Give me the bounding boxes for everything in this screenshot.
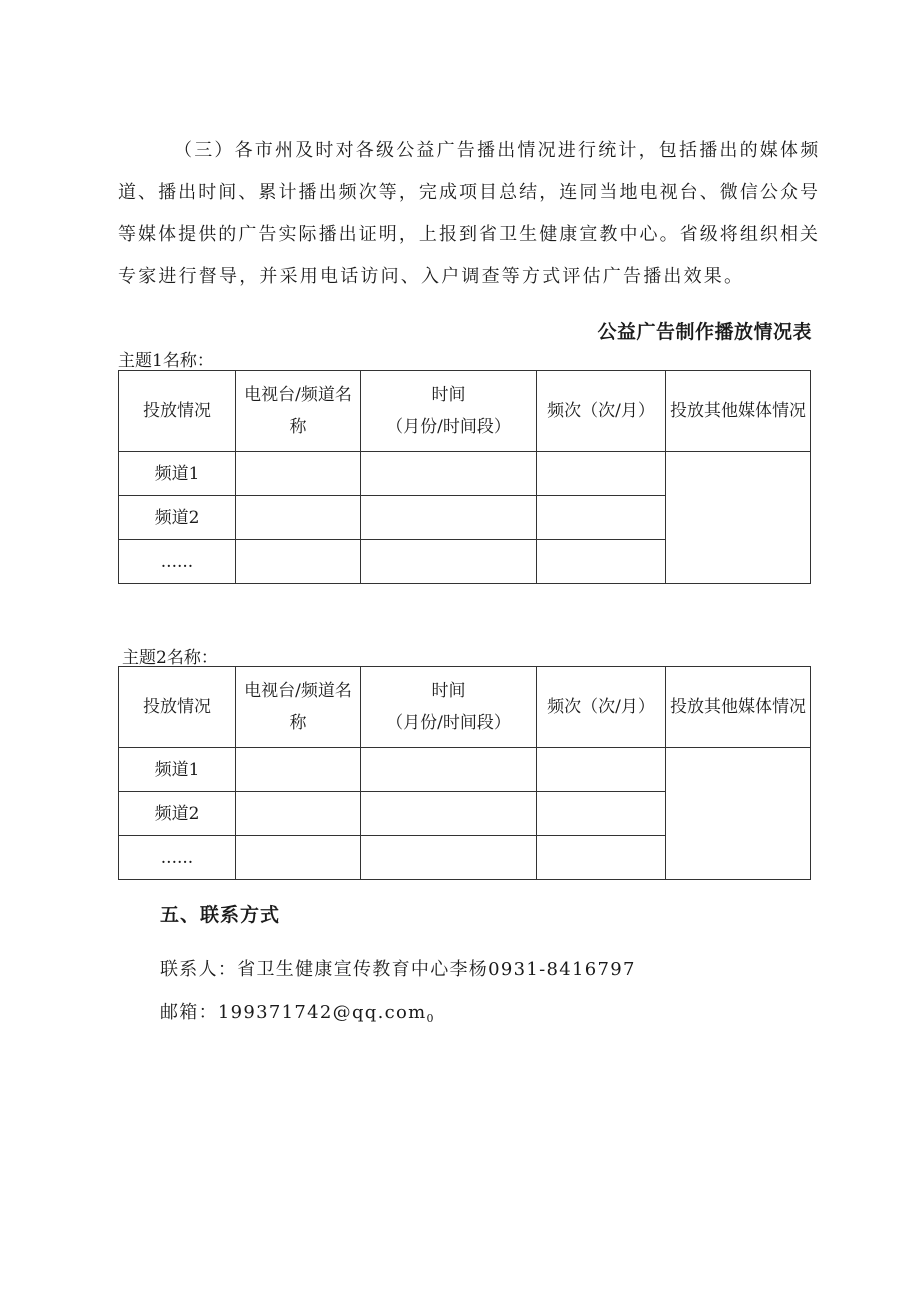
table-title: 公益广告制作播放情况表 [597, 321, 812, 343]
table-cell [236, 496, 361, 540]
row-label: ...... [119, 836, 236, 880]
table-cell [537, 540, 666, 584]
header-other-media: 投放其他媒体情况 [666, 667, 811, 748]
subject-2-label: 主题2名称： [122, 648, 218, 668]
table-cell [537, 496, 666, 540]
table-cell [236, 452, 361, 496]
email-suffix: 0 [426, 1012, 434, 1025]
table-cell [537, 748, 666, 792]
table-cell [236, 748, 361, 792]
table-cell [236, 836, 361, 880]
row-label: 频道2 [119, 496, 236, 540]
table-cell [236, 540, 361, 584]
other-media-cell [666, 452, 811, 584]
row-label: 频道2 [119, 792, 236, 836]
row-label: 频道1 [119, 748, 236, 792]
email-label: 邮箱： [160, 1002, 218, 1023]
paragraph-line-1: （三）各市州及时对各级公益广告播出情况进行统计，包括播出的媒体频 [174, 140, 821, 161]
header-placement: 投放情况 [119, 371, 236, 452]
broadcast-table-1 [118, 370, 811, 584]
header-placement: 投放情况 [119, 667, 236, 748]
other-media-cell [666, 748, 811, 880]
row-label: ...... [119, 540, 236, 584]
header-time [361, 371, 537, 452]
paragraph-line-3: 等媒体提供的广告实际播出证明，上报到省卫生健康宣教中心。省级将组织相关 [118, 224, 818, 245]
email-line [160, 998, 434, 1025]
header-time [361, 667, 537, 748]
table-cell [236, 792, 361, 836]
paragraph-line-4: 专家进行督导，并采用电话访问、入户调查等方式评估广告播出效果。 [118, 266, 745, 287]
header-channel-name: 电视台/频道名称 [236, 371, 361, 452]
section-heading: 五、联系方式 [160, 904, 281, 926]
table-cell [361, 496, 537, 540]
header-time-line1: 时间 [431, 681, 466, 701]
table-cell [361, 452, 537, 496]
table-cell [361, 836, 537, 880]
header-channel-name: 电视台/频道名称 [236, 667, 361, 748]
broadcast-table-2 [118, 666, 811, 880]
row-label: 频道1 [119, 452, 236, 496]
table-cell [361, 792, 537, 836]
table-cell [361, 748, 537, 792]
table-cell [537, 452, 666, 496]
subject-1-label: 主题1名称： [118, 351, 214, 371]
header-time-line1: 时间 [431, 385, 466, 405]
table-cell [537, 836, 666, 880]
header-time-line2: （月份/时间段） [386, 417, 511, 437]
body-paragraph [118, 130, 821, 298]
header-frequency: 频次（次/月） [537, 371, 666, 452]
paragraph-line-2: 道、播出时间、累计播出频次等，完成项目总结，连同当地电视台、微信公众号 [118, 182, 818, 203]
header-other-media: 投放其他媒体情况 [666, 371, 811, 452]
header-frequency: 频次（次/月） [537, 667, 666, 748]
email-value[interactable]: 199371742@qq.com [217, 1002, 427, 1023]
table-cell [537, 792, 666, 836]
table-cell [361, 540, 537, 584]
contact-person: 联系人：省卫生健康宣传教育中心李杨0931-8416797 [160, 959, 636, 980]
header-time-line2: （月份/时间段） [386, 713, 511, 733]
